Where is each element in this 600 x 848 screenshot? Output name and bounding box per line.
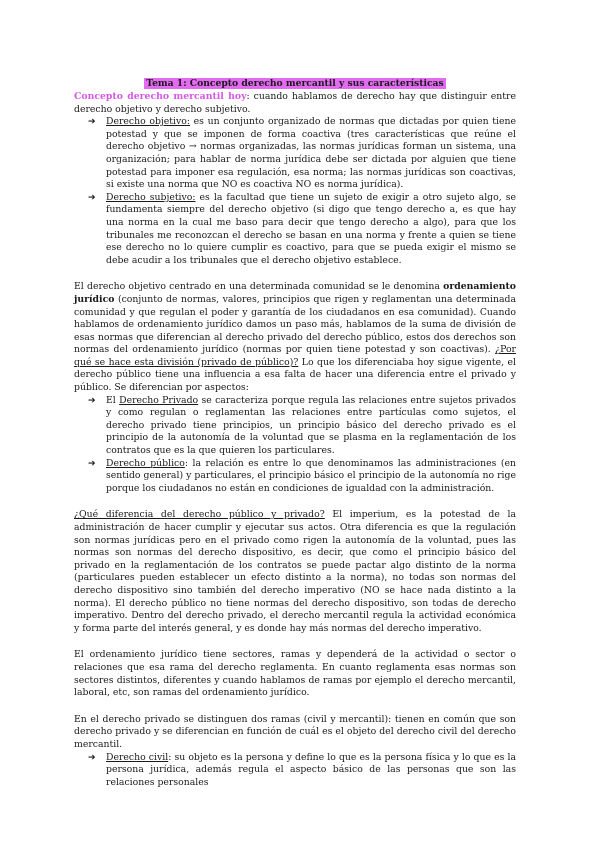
text-run: (conjunto de normas, valores, principios que rigen y reglamentan una determinada comunidad y que regulan el poder y garantía de los ciudadanos en esa comunidad). Cuando hablamos de ordenamiento jurídico damos un paso más, hablamos de la suma de división de esas normas que diferencian al derecho privado del derecho público, estos dos derechos son normas del ordenamiento jurídico (normas por quien tiene potestad y son coactivas). (74, 293, 516, 356)
bold-term: ordenamiento jurídico (74, 281, 516, 305)
definition-derecho-subjetivo: es la facultad que tiene un sujeto de exigir a otro sujeto algo, se fundamenta siempre del derecho objetivo (si digo que tengo derecho a, es que hay una norma en la cual me baso para decir que tengo derecho a algo), para que los tribunales me reconozcan el derecho se basan en una norma y frente a quien se tiene ese derecho no lo quiere cumplir es coactivo, para que se pueda exigir el mismo se debe acudir a los tribunales que el derecho objetivo establece. (106, 191, 516, 266)
paragraph-ordenamiento (74, 281, 516, 394)
definition-derecho-civil: : su objeto es la persona y define lo que es la persona física y lo que es la persona jurídica, además regula el aspecto básico de las personas que son las relaciones personales (106, 751, 517, 788)
arrow-icon: ➔ (88, 458, 96, 469)
title-row (74, 71, 516, 90)
term-derecho-privado: Derecho Privado (119, 394, 199, 406)
list-item-derecho-civil (74, 752, 516, 790)
term-derecho-subjetivo: Derecho subjetivo: (106, 191, 196, 203)
intro-paragraph (74, 91, 516, 116)
definition-derecho-privado: se caracteriza porque regula las relaciones entre sujetos privados y como regulan o reglamentan las relaciones entre partículas como sujetos, el derecho privado tiene principios, un principio básico del derecho privado es el principio de la autonomía de la voluntad que se plasma en la reglamentación de los contratos que es la que quieren los particulares. (106, 394, 517, 457)
arrow-icon: ➔ (88, 752, 96, 763)
text-run: El derecho objetivo centrado en una determinada comunidad se le denomina (74, 281, 444, 293)
text-run: Lo que los diferenciaba hoy sigue vigente, el derecho público tiene una influencia a esa falta de hacer una diferencia entre el privado y público. Se diferencian por aspectos: (74, 356, 516, 394)
term-derecho-civil: Derecho civil (106, 751, 169, 763)
arrow-icon: ➔ (88, 395, 96, 406)
paragraph-ramas: En el derecho privado se distinguen dos ramas (civil y mercantil): tienen en común que son derecho privado y se diferencian en función de cuál es el objeto del derecho civil del derecho mercantil. (74, 713, 516, 750)
text-run: El (106, 394, 120, 406)
list-item-derecho-subjetivo (74, 192, 516, 268)
concept-heading: Concepto derecho mercantil hoy (74, 91, 247, 102)
paragraph-diferencia (74, 509, 516, 635)
page-title: Tema 1: Concepto derecho mercantil y sus características (146, 78, 444, 89)
question-division: ¿Por qué se hace esta división (privado de público)? (74, 344, 516, 368)
definition-derecho-publico: : la relación es entre lo que denominamos las administraciones (en sentido general) y particulares, el principio básico el principio de la autonomía no rige porque los ciudadanos no están en condiciones de igualdad con la administración. (106, 457, 516, 494)
question-diferencia: ¿Qué diferencia del derecho público y privado? (74, 509, 325, 521)
term-derecho-objetivo: Derecho objetivo: (106, 116, 190, 128)
term-derecho-publico: Derecho público (106, 457, 185, 469)
list-item-derecho-objetivo (74, 116, 516, 192)
arrow-icon: ➔ (88, 192, 96, 203)
text-run: El imperium, es la potestad de la administración de hacer cumplir y ejecutar sus actos. Otra diferencia es que la regulación son normas jurídicas pero en el privado como rigen la autonomía de la voluntad, pues las normas son normas del derecho dispositivo, es decir, que como el principio básico del privado en la reglamentación de los contratos se puede pactar algo distinto de la norma (particulares pueden establecer un efecto distinto a la norma), no todas son normas del derecho dispositivo sino también del derecho imperativo (NO se hace nada distinto a la norma). El derecho público no tiene normas del derecho dispositivo, son todas de derecho imperativo. Dentro del derecho privado, el derecho mercantil regula la actividad económica y forma parte del interés general, y es donde hay más normas del derecho imperativo. (74, 509, 516, 634)
list-item-derecho-publico (74, 458, 516, 496)
intro-text: : cuando hablamos de derecho hay que distinguir entre derecho objetivo y derecho subjetivo. (74, 91, 516, 115)
arrow-icon: ➔ (88, 117, 96, 128)
definition-derecho-objetivo: es un conjunto organizado de normas que dictadas por quien tiene potestad y que se imponen de forma coactiva (tres características que reúne el derecho objetivo → normas organizadas, las normas jurídicas forman un sistema, una organización; para hablar de norma jurídica debe ser dictada por alguien que tiene potestad para imponer esa regulación, esa norma; las normas jurídicas son coactivas, si existe una norma que NO es coactiva NO es norma jurídica). (106, 116, 516, 191)
paragraph-sectores: El ordenamiento jurídico tiene sectores, ramas y dependerá de la actividad o sector o relaciones que esa rama del derecho reglamenta. En cuanto reglamenta esas normas son sectores distintos, diferentes y cuando hablamos de ramas por ejemplo el derecho mercantil, laboral, etc, son ramas del ordenamiento jurídico. (74, 649, 516, 699)
list-item-derecho-privado (74, 395, 516, 458)
